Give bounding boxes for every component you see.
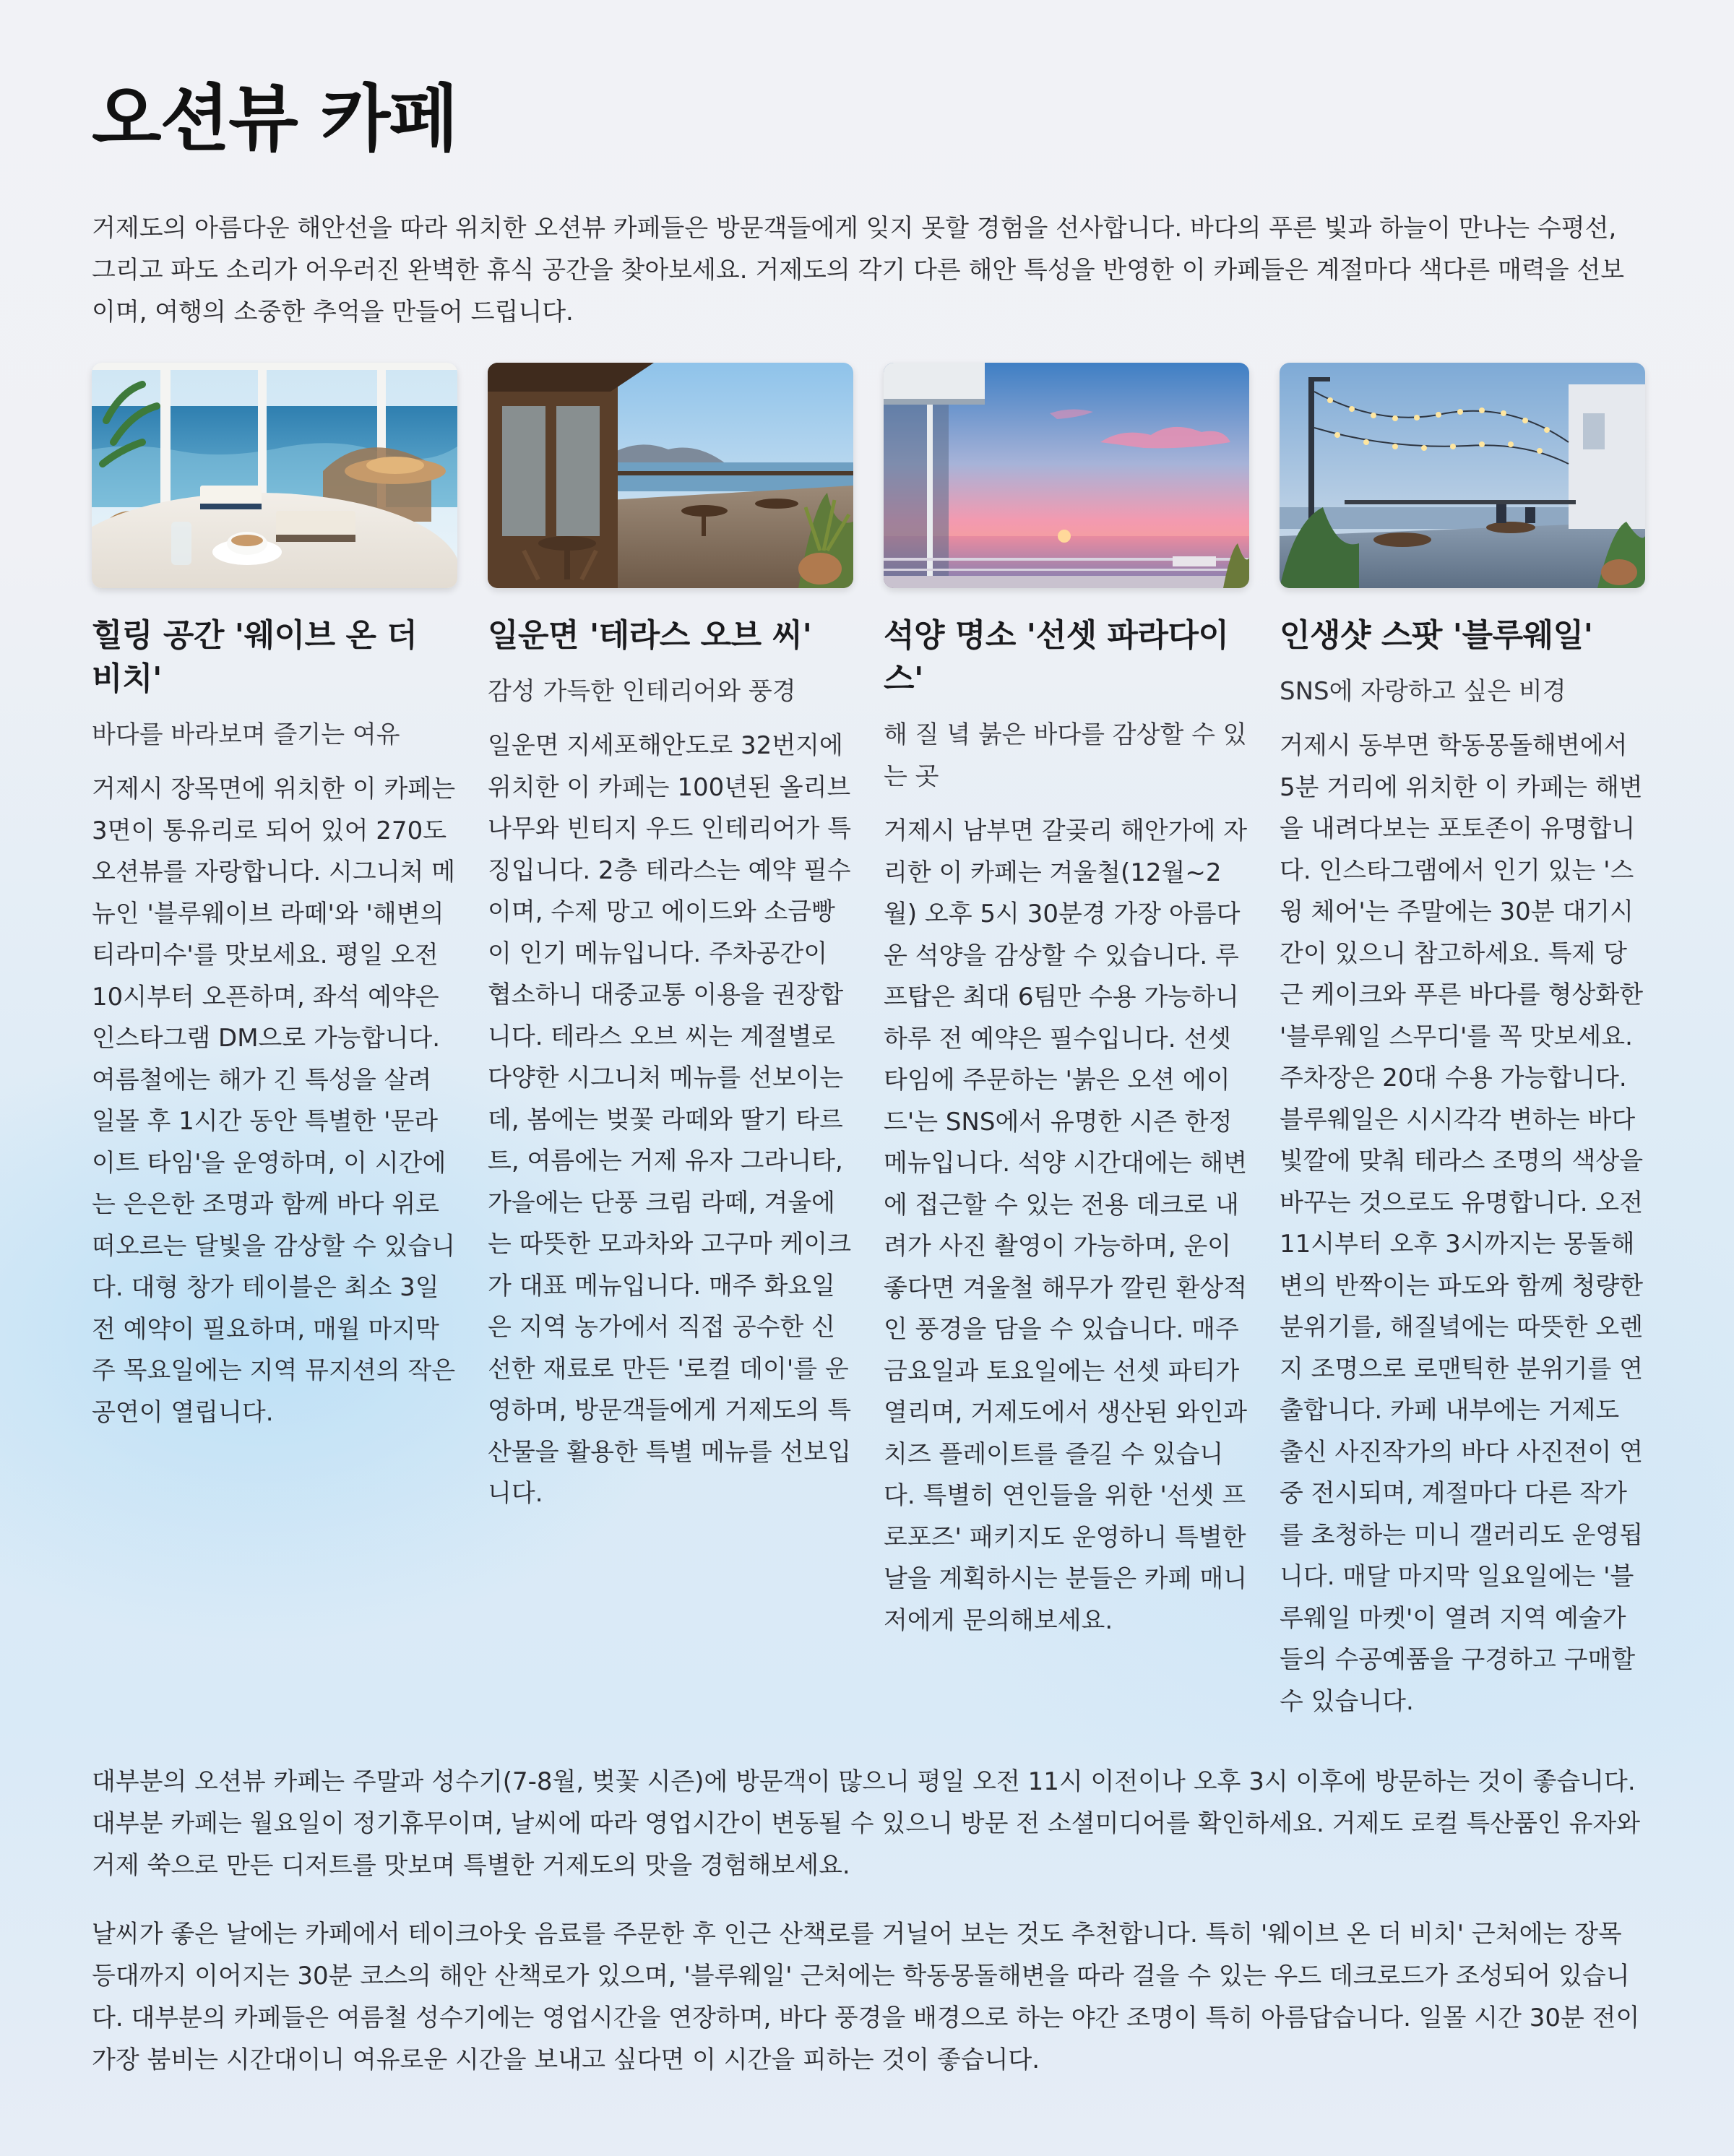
cafe-title: 일운면 '테라스 오브 씨' bbox=[488, 617, 812, 654]
cafe-title: 석양 명소 '선셋 파라다이스' bbox=[884, 617, 1229, 697]
cafe-card bbox=[92, 363, 457, 1433]
cafe-card bbox=[1280, 363, 1645, 1722]
cafe-photo-sunset bbox=[884, 363, 1249, 588]
tips-paragraph: 대부분의 오션뷰 카페는 주말과 성수기(7-8월, 벚꽃 시즌)에 방문객이 많으니 평일 오전 11시 이전이나 오후 3시 이후에 방문하는 것이 좋습니다. 대부분 카페는 월요일이 정기휴무이며, 날씨에 따라 영업시간이 변동될 수 있으니 방문 전 소셜미디어를 확인하세요. 거제도 로컬 특산품인 유자와 거제 쑥으로 만든 디저트를 맛보며 특별한 거제도의 맛을 경험해보세요. bbox=[92, 1767, 1641, 1880]
cafe-photo-rooftop-lights bbox=[1280, 363, 1645, 588]
cafe-description: 일운면 지세포해안도로 32번지에 위치한 이 카페는 100년된 올리브나무와 빈티지 우드 인테리어가 특징입니다. 2층 테라스는 예약 필수이며, 수제 망고 에이드와 소금빵이 인기 메뉴입니다. 주차공간이 협소하니 대중교통 이용을 권장합니다. 테라스 오브 씨는 계절별로 다양한 시그니처 메뉴를 선보이는데, 봄에는 벚꽃 라떼와 딸기 타르트, 여름에는 거제 유자 그라니타, 가을에는 단풍 크림 라떼, 겨울에는 따뜻한 모과차와 고구마 케이크가 대표 메뉴입니다. 매주 화요일은 지역 농가에서 직접 공수한 신선한 재료로 만든 '로컬 데이'를 운영하며, 방문객들에게 거제도의 특산물을 활용한 특별 메뉴를 선보입니다. bbox=[488, 731, 852, 1508]
cafe-subtitle: 바다를 바라보며 즐기는 여유 bbox=[92, 720, 400, 749]
cafe-card bbox=[884, 363, 1249, 1642]
cafe-description: 거제시 장목면에 위치한 이 카페는 3면이 통유리로 되어 있어 270도 오션뷰를 자랑합니다. 시그니처 메뉴인 '블루웨이브 라떼'와 '해변의 티라미수'를 맛보세요. 평일 오전 10시부터 오픈하며, 좌석 예약은 인스타그램 DM으로 가능합니다. 여름철에는 해가 긴 특성을 살려 일몰 후 1시간 동안 특별한 '문라이트 타임'을 운영하며, 이 시간에는 은은한 조명과 함께 바다 위로 떠오르는 달빛을 감상할 수 있습니다. 대형 창가 테이블은 최소 3일 전 예약이 필요하며, 매월 마지막 주 목요일에는 지역 뮤지션의 작은 공연이 열립니다. bbox=[92, 775, 456, 1427]
cafe-description: 거제시 남부면 갈곶리 해안가에 자리한 이 카페는 겨울철(12월~2월) 오후 5시 30분경 가장 아름다운 석양을 감상할 수 있습니다. 루프탑은 최대 6팀만 수용 가능하니 하루 전 예약은 필수입니다. 선셋 타임에 주문하는 '붉은 오션 에이드'는 SNS에서 유명한 시즌 한정 메뉴입니다. 석양 시간대에는 해변에 접근할 수 있는 전용 데크로 내려가 사진 촬영이 가능하며, 운이 좋다면 겨울철 해무가 깔린 환상적인 풍경을 담을 수 있습니다. 매주 금요일과 토요일에는 선셋 파티가 열리며, 거제도에서 생산된 와인과 치즈 플레이트를 즐길 수 있습니다. 특별히 연인들을 위한 '선셋 프로포즈' 패키지도 운영하니 특별한 날을 계획하시는 분들은 카페 매니저에게 문의해보세요. bbox=[884, 816, 1248, 1635]
cafe-title: 힐링 공간 '웨이브 온 더 비치' bbox=[92, 617, 418, 697]
cafe-description: 거제시 동부면 학동몽돌해변에서 5분 거리에 위치한 이 카페는 해변을 내려다보는 포토존이 유명합니다. 인스타그램에서 인기 있는 '스윙 체어'는 주말에는 30분 대기시간이 있으니 참고하세요. 특제 당근 케이크와 푸른 바다를 형상화한 '블루웨일 스무디'를 꼭 맛보세요. 주차장은 20대 수용 가능합니다. 블루웨일은 시시각각 변하는 바다 빛깔에 맞춰 테라스 조명의 색상을 바꾸는 것으로도 유명합니다. 오전 11시부터 오후 3시까지는 몽돌해변의 반짝이는 파도와 함께 청량한 분위기를, 해질녘에는 따뜻한 오렌지 조명으로 로맨틱한 분위기를 연출합니다. 카페 내부에는 거제도 출신 사진작가의 바다 사진전이 연중 전시되며, 계절마다 다른 작가를 초청하는 미니 갤러리도 운영됩니다. 매달 마지막 일요일에는 '블루웨일 마켓'이 열려 지역 예술가들의 수공예품을 구경하고 구매할 수 있습니다. bbox=[1280, 731, 1644, 1716]
intro-paragraph: 거제도의 아름다운 해안선을 따라 위치한 오션뷰 카페들은 방문객들에게 잊지 못할 경험을 선사합니다. 바다의 푸른 빛과 하늘이 만나는 수평선, 그리고 파도 소리가 어우러진 완벽한 휴식 공간을 찾아보세요. 거제도의 각기 다른 해안 특성을 반영한 이 카페들은 계절마다 색다른 매력을 선보이며, 여행의 소중한 추억을 만들어 드립니다. bbox=[92, 214, 1625, 327]
walking-tips-paragraph: 날씨가 좋은 날에는 카페에서 테이크아웃 음료를 주문한 후 인근 산책로를 거닐어 보는 것도 추천합니다. 특히 '웨이브 온 더 비치' 근처에는 장목 등대까지 이어지는 30분 코스의 해안 산책로가 있으며, '블루웨일' 근처에는 학동몽돌해변을 따라 걸을 수 있는 우드 데크로드가 조성되어 있습니다. 대부분의 카페들은 여름철 성수기에는 영업시간을 연장하며, 바다 풍경을 배경으로 하는 야간 조명이 특히 아름답습니다. 일몰 시간 30분 전이 가장 붐비는 시간대이니 여유로운 시간을 보내고 싶다면 이 시간을 피하는 것이 좋습니다. bbox=[92, 1920, 1640, 2074]
cafe-subtitle: SNS에 자랑하고 싶은 비경 bbox=[1280, 677, 1566, 706]
cafe-card-grid bbox=[92, 363, 1644, 1735]
cafe-subtitle: 감성 가득한 인테리어와 풍경 bbox=[488, 677, 796, 706]
cafe-card bbox=[488, 363, 853, 1515]
cafe-title: 인생샷 스팟 '블루웨일' bbox=[1280, 617, 1593, 654]
page-title: 오션뷰 카페 bbox=[92, 77, 457, 161]
cafe-photo-terrace bbox=[488, 363, 853, 588]
cafe-photo-window-table bbox=[92, 363, 457, 588]
cafe-subtitle: 해 질 녘 붉은 바다를 감상할 수 있는 곳 bbox=[884, 720, 1247, 791]
